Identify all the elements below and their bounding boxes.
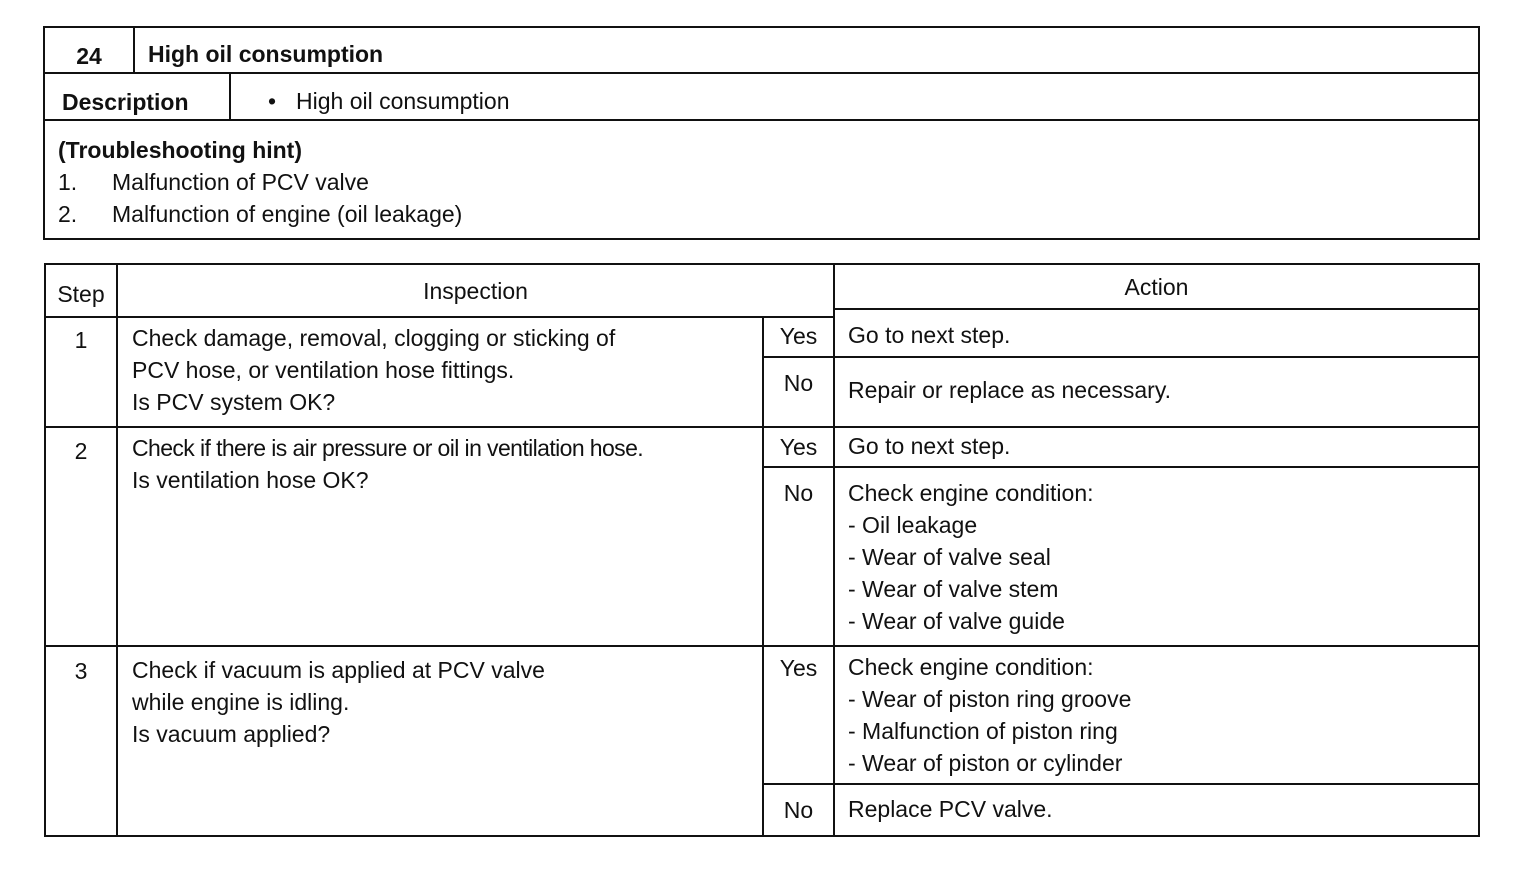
inspection-text (132, 654, 545, 750)
yes-no-divider (762, 783, 1480, 785)
action-column-divider (833, 263, 835, 837)
no-action: Replace PCV valve. (848, 796, 1053, 822)
yes-label: Yes (779, 655, 818, 681)
yes-no-divider (762, 356, 1480, 358)
action-line: - Wear of piston ring groove (848, 686, 1132, 712)
yes-label: Yes (779, 434, 818, 460)
inspection-line: Check damage, removal, clogging or sticking of (132, 325, 616, 351)
description-text: High oil consumption (296, 88, 510, 114)
yes-label: Yes (779, 323, 818, 349)
hint-item-number: 1. (58, 169, 78, 195)
step-column-divider (116, 263, 118, 837)
action-line: - Oil leakage (848, 512, 978, 538)
yes-no-divider (762, 466, 1480, 468)
inspection-line: Is ventilation hose OK? (132, 467, 369, 493)
header-row-divider (44, 316, 834, 318)
action-line: - Wear of piston or cylinder (848, 750, 1123, 776)
number-divider (133, 26, 135, 73)
hint-title: (Troubleshooting hint) (58, 137, 303, 163)
hint-item-text: Malfunction of PCV valve (112, 169, 369, 195)
yes-action: Go to next step. (848, 433, 1011, 459)
problem-number: 24 (76, 43, 102, 69)
no-action: Repair or replace as necessary. (848, 377, 1171, 403)
inspection-line: PCV hose, or ventilation hose fittings. (132, 357, 515, 383)
description-bullet: • (268, 88, 277, 114)
inspection-text (132, 322, 615, 418)
inspection-header: Inspection (423, 278, 528, 304)
no-label: No (783, 370, 814, 396)
inspection-line: Check if there is air pressure or oil in ventilation hose. (132, 435, 644, 461)
inspection-line: while engine is idling. (132, 689, 350, 715)
inspection-text (132, 432, 643, 496)
action-line: Check engine condition: (848, 480, 1094, 506)
yes-action (848, 651, 1131, 779)
row-divider (44, 645, 1480, 647)
action-line: - Wear of valve seal (848, 544, 1051, 570)
yes-action: Go to next step. (848, 322, 1011, 348)
no-label: No (783, 480, 814, 506)
inspection-line: Is PCV system OK? (132, 389, 336, 415)
inspection-line: Is vacuum applied? (132, 721, 331, 747)
step-number: 2 (74, 438, 88, 464)
action-line: Check engine condition: (848, 654, 1094, 680)
inspection-line: Check if vacuum is applied at PCV valve (132, 657, 545, 683)
hint-item-number: 2. (58, 201, 78, 227)
description-label: Description (62, 89, 189, 115)
action-line: - Wear of valve stem (848, 576, 1059, 602)
step-header: Step (57, 281, 105, 307)
no-action (848, 477, 1094, 637)
description-divider (229, 72, 231, 120)
step-number: 1 (74, 327, 88, 353)
action-header: Action (1124, 274, 1189, 300)
header-divider-2 (43, 119, 1480, 121)
action-line: - Wear of valve guide (848, 608, 1065, 634)
hint-item-text: Malfunction of engine (oil leakage) (112, 201, 463, 227)
problem-title: High oil consumption (148, 41, 384, 67)
action-line: - Malfunction of piston ring (848, 718, 1118, 744)
header-row-divider (833, 308, 1480, 310)
no-label: No (783, 797, 814, 823)
row-divider (44, 426, 1480, 428)
step-number: 3 (74, 658, 88, 684)
header-divider-1 (43, 72, 1480, 74)
